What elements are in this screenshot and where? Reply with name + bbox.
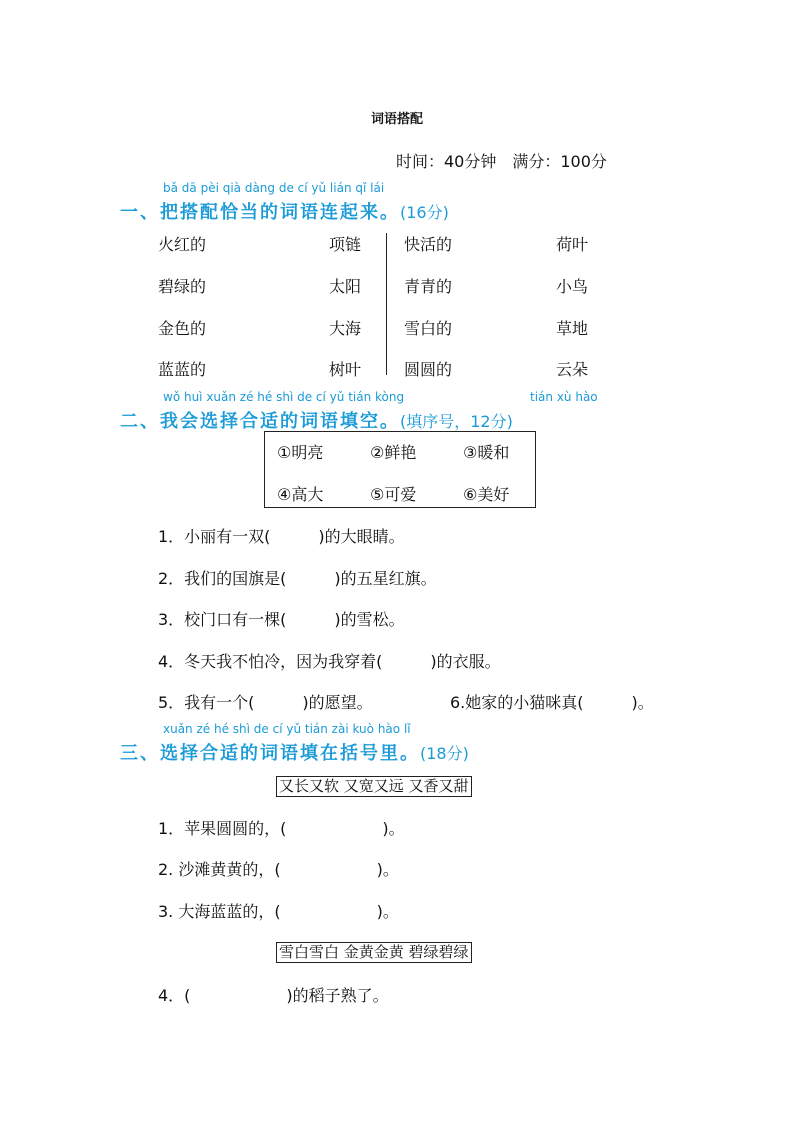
column-divider — [386, 233, 387, 375]
match-left-b-1[interactable]: 项链 — [329, 235, 362, 254]
section1-score: (16分) — [400, 203, 449, 222]
word-box-1: 又长又软 又宽又远 又香又甜 — [276, 776, 472, 797]
question-2-2[interactable]: 2．我们的国旗是( )的五星红旗。 — [158, 569, 437, 588]
option-4: ④高大 — [277, 485, 324, 504]
match-right-b-1[interactable]: 荷叶 — [556, 235, 589, 254]
option-3: ③暖和 — [463, 443, 510, 462]
section2-pinyin-extra: tián xù hào — [530, 390, 598, 404]
word-box-2: 雪白雪白 金黄金黄 碧绿碧绿 — [276, 942, 472, 963]
match-right-a-3[interactable]: 雪白的 — [404, 319, 453, 338]
option-2: ②鲜艳 — [370, 443, 417, 462]
time-score-info: 时间：40分钟 满分：100分 — [396, 152, 607, 171]
match-left-b-4[interactable]: 树叶 — [329, 360, 362, 379]
section2-pinyin: wǒ huì xuǎn zé hé shì de cí yǔ tián kòng — [163, 390, 405, 404]
match-left-a-4[interactable]: 蓝蓝的 — [158, 360, 207, 379]
match-right-b-4[interactable]: 云朵 — [556, 360, 589, 379]
section3-heading-text: 三、选择合适的词语填在括号里。 — [120, 743, 420, 764]
match-right-b-3[interactable]: 草地 — [556, 319, 589, 338]
question-2-3[interactable]: 3．校门口有一棵( )的雪松。 — [158, 610, 405, 629]
question-2-5[interactable]: 5．我有一个( )的愿望。 — [158, 693, 373, 712]
match-left-a-1[interactable]: 火红的 — [158, 235, 207, 254]
match-right-a-4[interactable]: 圆圆的 — [404, 360, 453, 379]
question-3-2[interactable]: 2. 沙滩黄黄的，( )。 — [158, 860, 399, 879]
section2-score: (填序号，12分) — [400, 412, 513, 431]
section3-score: (18分) — [420, 744, 469, 763]
match-left-a-2[interactable]: 碧绿的 — [158, 277, 207, 296]
match-left-b-3[interactable]: 大海 — [329, 319, 362, 338]
question-3-1[interactable]: 1．苹果圆圆的，( )。 — [158, 819, 405, 838]
question-2-4[interactable]: 4．冬天我不怕冷，因为我穿着( )的衣服。 — [158, 652, 501, 671]
question-2-6[interactable]: 6.她家的小猫咪真( )。 — [450, 693, 654, 712]
question-3-4[interactable]: 4．( )的稻子熟了。 — [158, 986, 389, 1005]
match-left-b-2[interactable]: 太阳 — [329, 277, 362, 296]
match-right-a-2[interactable]: 青青的 — [404, 277, 453, 296]
match-right-a-1[interactable]: 快活的 — [404, 235, 453, 254]
match-right-b-2[interactable]: 小鸟 — [556, 277, 589, 296]
match-left-a-3[interactable]: 金色的 — [158, 319, 207, 338]
section1-heading — [120, 198, 449, 224]
section3-heading — [120, 739, 469, 765]
question-3-3[interactable]: 3. 大海蓝蓝的，( )。 — [158, 902, 399, 921]
option-6: ⑥美好 — [463, 485, 510, 504]
option-5: ⑤可爱 — [370, 485, 417, 504]
section1-pinyin: bǎ dā pèi qià dàng de cí yǔ lián qǐ lái — [163, 181, 385, 195]
option-1: ①明亮 — [277, 443, 324, 462]
section2-heading-text: 二、我会选择合适的词语填空。 — [120, 411, 400, 432]
page-title: 词语搭配 — [370, 112, 423, 127]
section1-heading-text: 一、把搭配恰当的词语连起来。 — [120, 202, 400, 223]
section2-heading — [120, 407, 513, 433]
section3-pinyin: xuǎn zé hé shì de cí yǔ tián zài kuò hào lǐ — [163, 722, 411, 736]
question-2-1[interactable]: 1．小丽有一双( )的大眼睛。 — [158, 527, 405, 546]
